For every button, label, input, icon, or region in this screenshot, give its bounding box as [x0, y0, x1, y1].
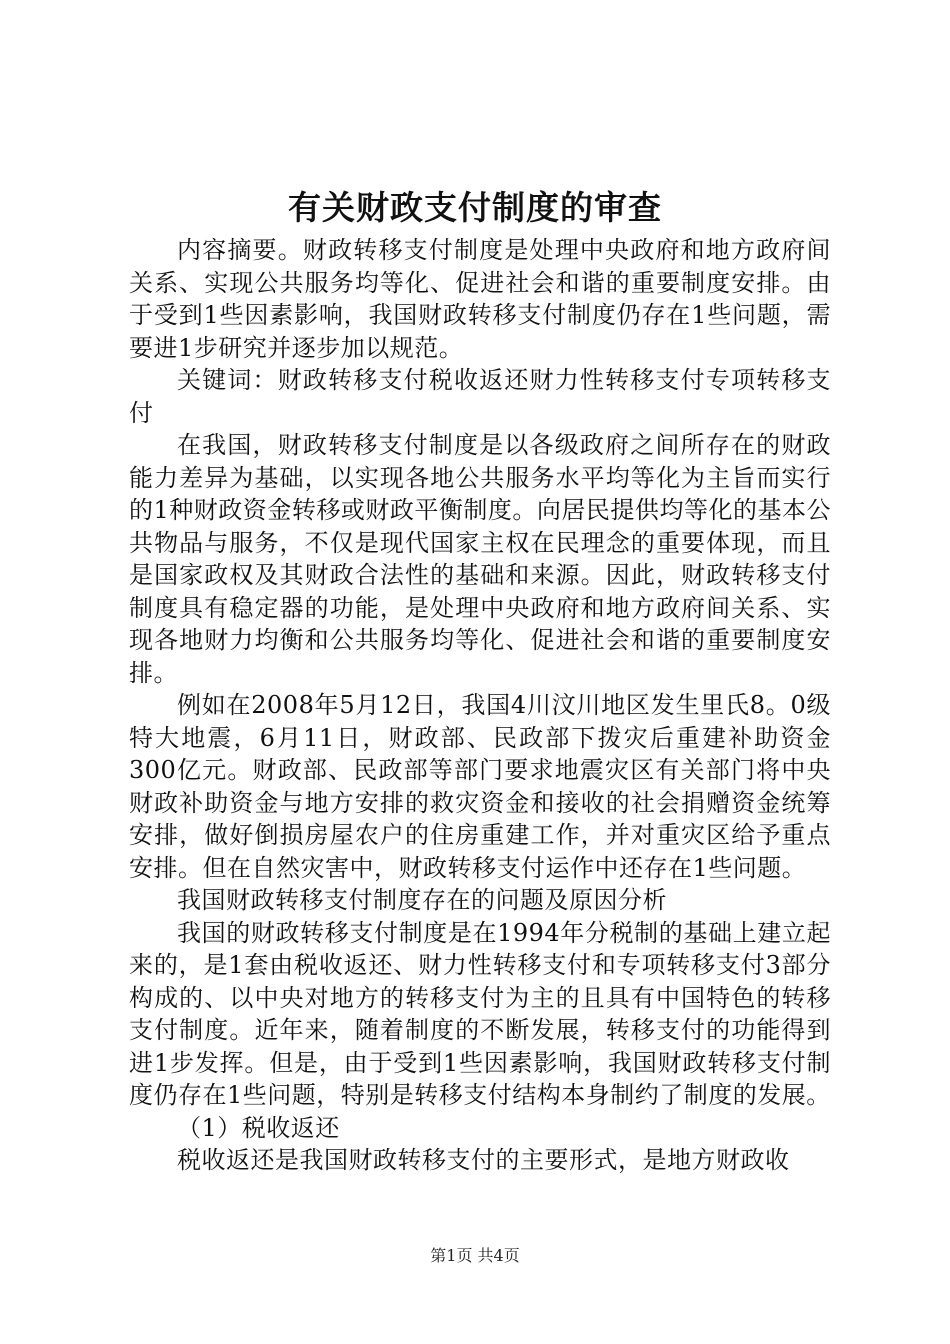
body-paragraph: 例如在2008年5月12日，我国4川汶川地区发生里氏8。0级特大地震，6月11日，财政部、民政部下拨灾后重建补助资金300亿元。财政部、民政部等部门要求地震灾区有关部门将中央财政补助资金与地方安排的救灾资金和接收的社会捐赠资金统筹安排，做好倒损房屋农户的住房重建工作，并对重灾区给予重点安排。但在自然灾害中，财政转移支付运作中还存在1些问题。: [129, 691, 831, 882]
document-title: 有关财政支付制度的审查: [288, 188, 662, 227]
keywords-paragraph: 关键词：财政转移支付税收返还财力性转移支付专项转移支付: [129, 366, 831, 427]
body-paragraph: 在我国，财政转移支付制度是以各级政府之间所存在的财政能力差异为基础，以实现各地公共服务水平均等化为主旨而实行的1种财政资金转移或财政平衡制度。向居民提供均等化的基本公共物品与服务，不仅是现代国家主权在民理念的重要体现，而且是国家政权及其财政合法性的基础和来源。因此，财政转移支付制度具有稳定器的功能，是处理中央政府和地方政府间关系、实现各地财力均衡和公共服务均等化、促进社会和谐的重要制度安排。: [129, 431, 831, 687]
subsection-heading: （1）税收返还: [177, 1113, 340, 1142]
section-heading: 我国财政转移支付制度存在的问题及原因分析: [177, 886, 667, 914]
body-paragraph: 我国的财政转移支付制度是在1994年分税制的基础上建立起来的，是1套由税收返还、财力性转移支付和专项转移支付3部分构成的、以中央对地方的转移支付为主的且具有中国特色的转移支付制度。近年来，随着制度的不断发展，转移支付的功能得到进1步发挥。但是，由于受到1些因素影响，我国财政转移支付制度仍存在1些问题，特别是转移支付结构本身制约了制度的发展。: [129, 918, 831, 1109]
abstract-paragraph: 内容摘要。财政转移支付制度是处理中央政府和地方政府间关系、实现公共服务均等化、促进社会和谐的重要制度安排。由于受到1些因素影响，我国财政转移支付制度仍存在1些问题，需要进1步研究并逐步加以规范。: [129, 236, 831, 362]
page-footer: 第1页 共4页: [430, 1246, 520, 1265]
document-body: [129, 234, 831, 1177]
body-paragraph: 税收返还是我国财政转移支付的主要形式，是地方财政收: [177, 1146, 790, 1174]
